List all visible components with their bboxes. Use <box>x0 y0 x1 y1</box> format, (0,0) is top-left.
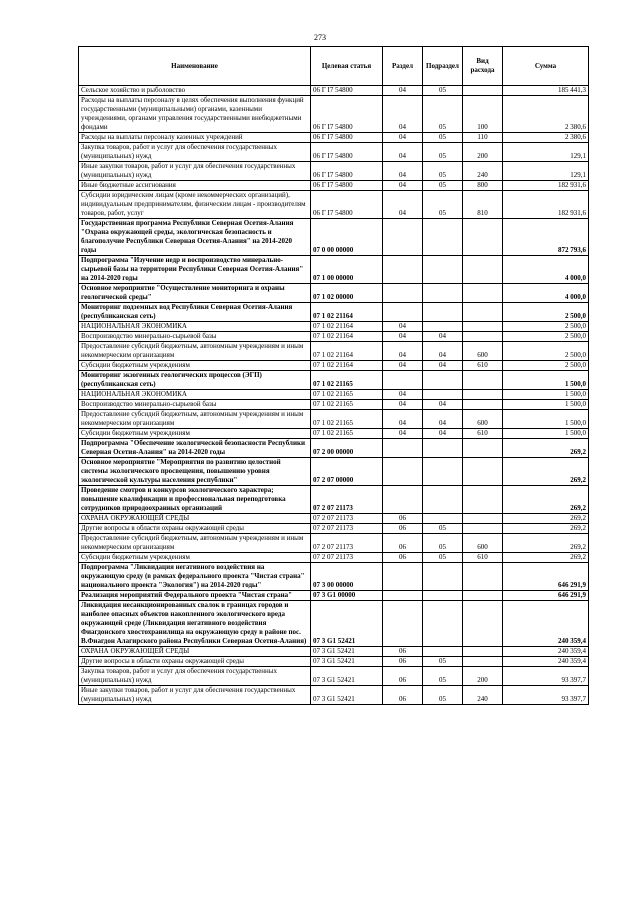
cell-name: Иные бюджетные ассигнования <box>79 181 311 191</box>
cell-expense-type: 240 <box>463 686 503 705</box>
cell-name: Закупка товаров, работ и услуг для обеспечения государственных (муниципальных) нужд <box>79 667 311 686</box>
table-row <box>79 86 589 96</box>
table-row <box>79 143 589 162</box>
cell-section <box>383 219 423 256</box>
cell-name: Основное мероприятие "Мероприятия по развитию целостной системы экологического просвещения, повышению уровня экологической культуры населения республики" <box>79 458 311 486</box>
cell-subsection: 05 <box>423 191 463 219</box>
cell-name: Мониторинг подземных вод Республики Северная Осетия-Алания (республиканская сеть) <box>79 303 311 322</box>
cell-amount: 269,2 <box>503 514 589 524</box>
cell-amount: 1 500,0 <box>503 410 589 429</box>
cell-section <box>383 303 423 322</box>
cell-amount: 93 397,7 <box>503 667 589 686</box>
cell-expense-type <box>463 284 503 303</box>
cell-subsection <box>423 514 463 524</box>
cell-section: 04 <box>383 96 423 133</box>
cell-name: Предоставление субсидий бюджетным, автономным учреждениям и иным некоммерческим организациям <box>79 534 311 553</box>
cell-subsection: 04 <box>423 400 463 410</box>
table-row <box>79 322 589 332</box>
cell-subsection: 05 <box>423 143 463 162</box>
cell-code: 06 Г I7 54800 <box>311 181 383 191</box>
table-row <box>79 439 589 458</box>
cell-amount: 4 000,0 <box>503 256 589 284</box>
cell-name: Расходы на выплаты персоналу в целях обеспечения выполнения функций государственными (муниципальными) органами, казенными учреждениями, органами управления государственными внебюджетными фондами <box>79 96 311 133</box>
table-row <box>79 486 589 514</box>
cell-section: 04 <box>383 342 423 361</box>
cell-amount: 1 500,0 <box>503 400 589 410</box>
cell-subsection <box>423 601 463 647</box>
cell-expense-type: 800 <box>463 181 503 191</box>
cell-name: Государственная программа Республики Северная Осетия-Алания "Охрана окружающей среды, экологическая безопасность и благополучие Республики Северная Осетия-Алания" на 2014-2020 годы <box>79 219 311 256</box>
table-row <box>79 371 589 390</box>
cell-subsection: 05 <box>423 86 463 96</box>
cell-name: Основное мероприятие "Осуществление мониторинга и охраны геологической среды" <box>79 284 311 303</box>
table-header-row <box>79 47 589 86</box>
cell-amount: 269,2 <box>503 534 589 553</box>
cell-subsection <box>423 322 463 332</box>
cell-subsection <box>423 371 463 390</box>
cell-amount: 2 500,0 <box>503 342 589 361</box>
table-row <box>79 256 589 284</box>
cell-section: 04 <box>383 322 423 332</box>
cell-amount: 2 500,0 <box>503 303 589 322</box>
cell-name: Субсидии бюджетным учреждениям <box>79 429 311 439</box>
cell-code: 07 2 07 21173 <box>311 486 383 514</box>
cell-subsection: 05 <box>423 686 463 705</box>
table-row <box>79 534 589 553</box>
cell-section: 06 <box>383 514 423 524</box>
cell-code: 07 1 02 21165 <box>311 400 383 410</box>
cell-subsection: 05 <box>423 657 463 667</box>
cell-subsection: 05 <box>423 133 463 143</box>
cell-amount: 269,2 <box>503 524 589 534</box>
cell-subsection <box>423 390 463 400</box>
cell-name: Субсидии юридическим лицам (кроме некоммерческих организаций), индивидуальным предпринимателям, физическим лицам - производителям товаров, работ, услуг <box>79 191 311 219</box>
cell-name: Подпрограмма "Ликвидация негативного воздействия на окружающую среду (в рамках федерального проекта "Чистая страна" национального проекта "Экология") на 2014-2020 годы" <box>79 563 311 591</box>
cell-subsection: 04 <box>423 342 463 361</box>
header-expense-type: Вид расхода <box>463 47 503 86</box>
table-row <box>79 400 589 410</box>
cell-name: Подпрограмма "Изучение недр и воспроизводство минерально-сырьевой базы на территории Республики Северная Осетия-Алания" на 2014-2020 годы <box>79 256 311 284</box>
budget-table <box>78 46 589 705</box>
cell-name: Проведение смотров и конкурсов экологического характера; повышение квалификации и профессиональная переподготовка сотрудников природоохранных организаций <box>79 486 311 514</box>
header-code: Целевая статья <box>311 47 383 86</box>
cell-expense-type <box>463 332 503 342</box>
cell-subsection: 04 <box>423 429 463 439</box>
cell-name: Предоставление субсидий бюджетным, автономным учреждениям и иным некоммерческим организациям <box>79 410 311 429</box>
table-row <box>79 361 589 371</box>
cell-expense-type <box>463 86 503 96</box>
cell-name: Воспроизводство минерально-сырьевой базы <box>79 400 311 410</box>
header-subsection: Подраздел <box>423 47 463 86</box>
cell-subsection <box>423 256 463 284</box>
cell-section: 06 <box>383 553 423 563</box>
cell-name: Предоставление субсидий бюджетным, автономным учреждениям и иным некоммерческим организациям <box>79 342 311 361</box>
cell-expense-type <box>463 439 503 458</box>
cell-amount: 1 500,0 <box>503 390 589 400</box>
cell-code: 07 1 02 21164 <box>311 332 383 342</box>
cell-code: 06 Г I7 54800 <box>311 143 383 162</box>
cell-section: 04 <box>383 361 423 371</box>
cell-expense-type <box>463 458 503 486</box>
cell-expense-type: 100 <box>463 96 503 133</box>
cell-section <box>383 439 423 458</box>
cell-section: 06 <box>383 524 423 534</box>
cell-amount: 1 500,0 <box>503 429 589 439</box>
cell-section: 04 <box>383 191 423 219</box>
cell-expense-type <box>463 524 503 534</box>
cell-code: 06 Г I7 54800 <box>311 191 383 219</box>
table-row <box>79 342 589 361</box>
cell-code: 06 Г I7 54800 <box>311 162 383 181</box>
cell-code: 07 3 G1 52421 <box>311 686 383 705</box>
cell-subsection <box>423 219 463 256</box>
cell-name: Воспроизводство минерально-сырьевой базы <box>79 332 311 342</box>
cell-subsection: 05 <box>423 524 463 534</box>
cell-expense-type <box>463 591 503 601</box>
table-row <box>79 647 589 657</box>
cell-amount: 129,1 <box>503 162 589 181</box>
cell-amount: 269,2 <box>503 439 589 458</box>
cell-section: 04 <box>383 86 423 96</box>
cell-expense-type <box>463 303 503 322</box>
cell-subsection: 04 <box>423 361 463 371</box>
cell-section: 04 <box>383 332 423 342</box>
table-row <box>79 686 589 705</box>
cell-subsection: 05 <box>423 667 463 686</box>
cell-expense-type <box>463 219 503 256</box>
cell-code: 07 3 G1 00000 <box>311 591 383 601</box>
table-row <box>79 601 589 647</box>
table-row <box>79 524 589 534</box>
cell-code: 07 1 02 21165 <box>311 429 383 439</box>
cell-section: 06 <box>383 667 423 686</box>
cell-name: Закупка товаров, работ и услуг для обеспечения государственных (муниципальных) нужд <box>79 143 311 162</box>
cell-expense-type <box>463 400 503 410</box>
cell-section: 04 <box>383 143 423 162</box>
cell-amount: 269,2 <box>503 553 589 563</box>
cell-section: 04 <box>383 410 423 429</box>
cell-subsection <box>423 591 463 601</box>
cell-name: Мониторинг экзогенных геологических процессов (ЭГП) (республиканская сеть) <box>79 371 311 390</box>
cell-code: 07 2 07 21173 <box>311 524 383 534</box>
cell-code: 06 Г I7 54800 <box>311 96 383 133</box>
cell-subsection: 05 <box>423 96 463 133</box>
cell-subsection <box>423 284 463 303</box>
cell-code: 06 Г I7 54800 <box>311 86 383 96</box>
cell-name: Реализация мероприятий Федерального проекта "Чистая страна" <box>79 591 311 601</box>
cell-code: 07 2 07 21173 <box>311 514 383 524</box>
cell-name: НАЦИОНАЛЬНАЯ ЭКОНОМИКА <box>79 322 311 332</box>
table-row <box>79 429 589 439</box>
cell-code: 07 0 00 00000 <box>311 219 383 256</box>
cell-expense-type <box>463 390 503 400</box>
table-row <box>79 657 589 667</box>
cell-amount: 2 500,0 <box>503 361 589 371</box>
cell-name: ОХРАНА ОКРУЖАЮЩЕЙ СРЕДЫ <box>79 647 311 657</box>
cell-expense-type: 610 <box>463 429 503 439</box>
cell-amount: 129,1 <box>503 143 589 162</box>
table-row <box>79 514 589 524</box>
table-row <box>79 181 589 191</box>
cell-section <box>383 601 423 647</box>
cell-name: НАЦИОНАЛЬНАЯ ЭКОНОМИКА <box>79 390 311 400</box>
cell-amount: 185 441,3 <box>503 86 589 96</box>
cell-amount: 4 000,0 <box>503 284 589 303</box>
cell-code: 07 1 02 21164 <box>311 342 383 361</box>
cell-code: 07 1 00 00000 <box>311 256 383 284</box>
cell-expense-type: 240 <box>463 162 503 181</box>
header-name: Наименование <box>79 47 311 86</box>
table-row <box>79 563 589 591</box>
cell-expense-type: 600 <box>463 534 503 553</box>
cell-subsection <box>423 439 463 458</box>
cell-name: Другие вопросы в области охраны окружающей среды <box>79 524 311 534</box>
cell-amount: 269,2 <box>503 486 589 514</box>
cell-section: 06 <box>383 657 423 667</box>
cell-subsection: 05 <box>423 181 463 191</box>
cell-expense-type: 810 <box>463 191 503 219</box>
cell-section: 04 <box>383 181 423 191</box>
cell-expense-type <box>463 647 503 657</box>
table-row <box>79 667 589 686</box>
cell-name: Подпрограмма "Обеспечение экологической безопасности Республики Северная Осетия-Алания" на 2014-2020 годы <box>79 439 311 458</box>
cell-code: 07 1 02 21165 <box>311 410 383 429</box>
cell-code: 07 2 07 21173 <box>311 553 383 563</box>
cell-expense-type <box>463 601 503 647</box>
cell-code: 07 1 02 00000 <box>311 284 383 303</box>
cell-name: Расходы на выплаты персоналу казенных учреждений <box>79 133 311 143</box>
cell-section: 04 <box>383 162 423 181</box>
cell-subsection: 04 <box>423 332 463 342</box>
cell-subsection <box>423 486 463 514</box>
cell-expense-type <box>463 657 503 667</box>
cell-expense-type <box>463 322 503 332</box>
cell-code: 07 2 00 00000 <box>311 439 383 458</box>
cell-amount: 240 359,4 <box>503 657 589 667</box>
page-number: 273 <box>314 33 326 42</box>
cell-section <box>383 284 423 303</box>
cell-code: 07 1 02 21164 <box>311 361 383 371</box>
cell-code: 07 3 G1 52421 <box>311 647 383 657</box>
cell-section: 04 <box>383 133 423 143</box>
cell-amount: 2 380,6 <box>503 133 589 143</box>
cell-amount: 646 291,9 <box>503 591 589 601</box>
cell-amount: 269,2 <box>503 458 589 486</box>
table-row <box>79 96 589 133</box>
table-row <box>79 191 589 219</box>
table-row <box>79 284 589 303</box>
cell-expense-type <box>463 563 503 591</box>
cell-code: 07 3 G1 52421 <box>311 667 383 686</box>
table-row <box>79 303 589 322</box>
cell-subsection: 05 <box>423 162 463 181</box>
table-row <box>79 458 589 486</box>
cell-code: 07 3 00 00000 <box>311 563 383 591</box>
table-row <box>79 332 589 342</box>
cell-expense-type <box>463 371 503 390</box>
table-row <box>79 162 589 181</box>
cell-code: 07 3 G1 52421 <box>311 601 383 647</box>
cell-name: Ликвидация несанкционированных свалок в границах городов и наиболее опасных объектов накопленного экологического вреда окружающей среде (Ликвидация негативного воздействия Фиагдонского хвостохранилища на окружающую среду в районе пос. В.Фиагдон Алагирского района Республики Северная Осетия-Алания) <box>79 601 311 647</box>
cell-amount: 1 500,0 <box>503 371 589 390</box>
cell-expense-type: 110 <box>463 133 503 143</box>
cell-subsection: 05 <box>423 553 463 563</box>
cell-amount: 2 500,0 <box>503 332 589 342</box>
table-body <box>79 86 589 705</box>
cell-section: 04 <box>383 400 423 410</box>
cell-expense-type: 200 <box>463 667 503 686</box>
cell-name: Иные закупки товаров, работ и услуг для обеспечения государственных (муниципальных) нужд <box>79 686 311 705</box>
header-amount: Сумма <box>503 47 589 86</box>
cell-section <box>383 486 423 514</box>
table-row <box>79 591 589 601</box>
cell-amount: 646 291,9 <box>503 563 589 591</box>
cell-expense-type <box>463 256 503 284</box>
table-row <box>79 219 589 256</box>
cell-expense-type <box>463 486 503 514</box>
cell-amount: 182 931,6 <box>503 181 589 191</box>
cell-code: 07 2 07 00000 <box>311 458 383 486</box>
cell-name: Иные закупки товаров, работ и услуг для обеспечения государственных (муниципальных) нужд <box>79 162 311 181</box>
cell-subsection <box>423 458 463 486</box>
cell-subsection <box>423 647 463 657</box>
cell-subsection <box>423 303 463 322</box>
cell-expense-type <box>463 514 503 524</box>
cell-code: 07 1 02 21164 <box>311 322 383 332</box>
cell-section <box>383 371 423 390</box>
cell-section: 04 <box>383 390 423 400</box>
cell-section: 06 <box>383 647 423 657</box>
cell-expense-type: 600 <box>463 342 503 361</box>
cell-section: 04 <box>383 429 423 439</box>
cell-section: 06 <box>383 686 423 705</box>
cell-expense-type: 610 <box>463 553 503 563</box>
cell-amount: 240 359,4 <box>503 601 589 647</box>
cell-subsection: 05 <box>423 534 463 553</box>
cell-expense-type: 610 <box>463 361 503 371</box>
table-row <box>79 410 589 429</box>
cell-subsection <box>423 563 463 591</box>
cell-section <box>383 591 423 601</box>
cell-amount: 2 380,6 <box>503 96 589 133</box>
cell-code: 07 1 02 21164 <box>311 303 383 322</box>
cell-amount: 872 793,6 <box>503 219 589 256</box>
cell-name: Сельское хозяйство и рыболовство <box>79 86 311 96</box>
table-row <box>79 390 589 400</box>
cell-name: Другие вопросы в области охраны окружающей среды <box>79 657 311 667</box>
cell-expense-type: 600 <box>463 410 503 429</box>
cell-amount: 240 359,4 <box>503 647 589 657</box>
cell-section <box>383 563 423 591</box>
cell-section <box>383 256 423 284</box>
cell-amount: 2 500,0 <box>503 322 589 332</box>
cell-code: 07 3 G1 52421 <box>311 657 383 667</box>
cell-code: 07 2 07 21173 <box>311 534 383 553</box>
table-row <box>79 133 589 143</box>
cell-code: 07 1 02 21165 <box>311 371 383 390</box>
cell-name: Субсидии бюджетным учреждениям <box>79 361 311 371</box>
table-row <box>79 553 589 563</box>
cell-section <box>383 458 423 486</box>
cell-section: 06 <box>383 534 423 553</box>
cell-subsection: 04 <box>423 410 463 429</box>
header-section: Раздел <box>383 47 423 86</box>
cell-amount: 182 931,6 <box>503 191 589 219</box>
cell-code: 07 1 02 21165 <box>311 390 383 400</box>
cell-name: Субсидии бюджетным учреждениям <box>79 553 311 563</box>
cell-code: 06 Г I7 54800 <box>311 133 383 143</box>
cell-amount: 93 397,7 <box>503 686 589 705</box>
cell-expense-type: 200 <box>463 143 503 162</box>
cell-name: ОХРАНА ОКРУЖАЮЩЕЙ СРЕДЫ <box>79 514 311 524</box>
